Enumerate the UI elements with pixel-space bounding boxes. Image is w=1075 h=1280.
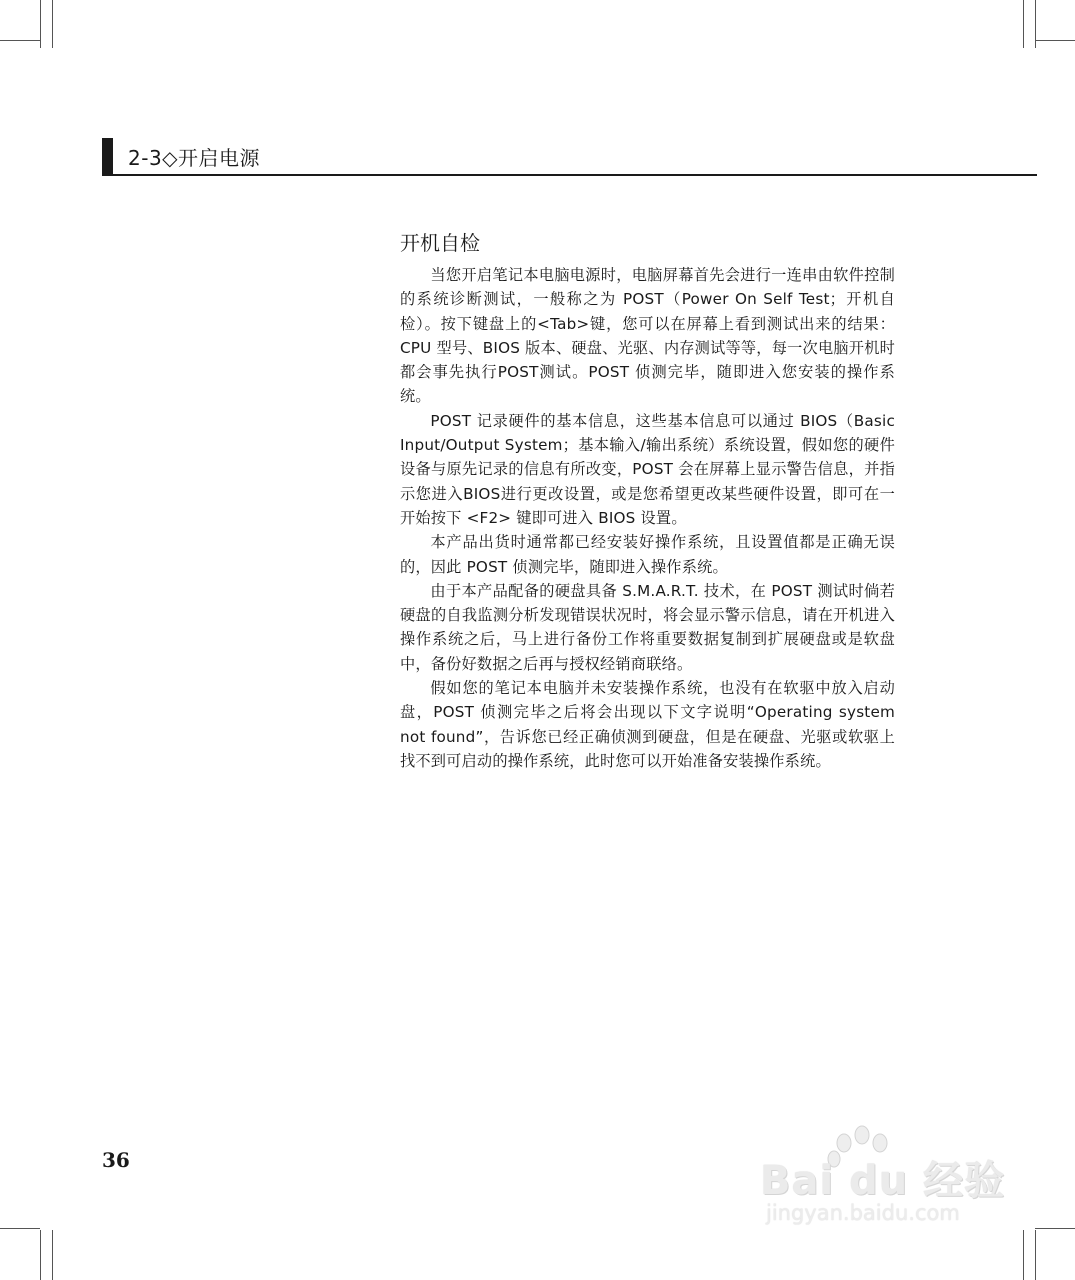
paragraph: 假如您的笔记本电脑并未安装操作系统，也没有在软驱中放入启动盘，POST 侦测完毕之后将会出现以下文字说明“Operating system not found”，告诉您已经正确侦测到硬盘，但是在硬盘、光驱或软驱上找不到可启动的操作系统，此时您可以开始准备安装操作系统。	[400, 679, 895, 770]
section-title: 开机自检	[400, 231, 480, 255]
crop-mark	[0, 1228, 40, 1229]
crop-mark	[40, 0, 41, 48]
header-rule	[102, 174, 1037, 176]
crop-mark	[40, 1230, 41, 1280]
crop-mark	[1023, 1230, 1024, 1280]
chapter-heading: 2-3◇开启电源	[128, 146, 261, 170]
crop-mark	[1035, 1230, 1036, 1280]
crop-mark	[52, 0, 53, 48]
section-body	[400, 228, 895, 773]
watermark-url: jingyan.baidu.com	[766, 1201, 960, 1225]
paragraph: 本产品出货时通常都已经安装好操作系统，且设置值都是正确无误的，因此 POST 侦测完毕，随即进入操作系统。	[400, 533, 895, 576]
header-bar	[102, 138, 113, 176]
crop-mark	[1023, 0, 1024, 48]
crop-mark	[1035, 40, 1075, 41]
baidu-jingyan-watermark	[760, 1125, 1020, 1240]
crop-mark	[52, 1230, 53, 1280]
crop-mark	[0, 40, 40, 41]
watermark-logo: Bai du 经验	[760, 1158, 1006, 1204]
paragraph: 由于本产品配备的硬盘具备 S.M.A.R.T. 技术，在 POST 测试时倘若硬盘的自我监测分析发现错误状况时，将会显示警示信息，请在开机进入操作系统之后，马上进行备份工作将重要数据复制到扩展硬盘或是软盘中，备份好数据之后再与授权经销商联络。	[400, 581, 895, 673]
crop-mark	[1035, 1228, 1075, 1229]
paragraph: POST 记录硬件的基本信息，这些基本信息可以通过 BIOS（Basic Input/Output System；基本输入/输出系统）系统设置，假如您的硬件设备与原先记录的信息有所改变，POST 会在屏幕上显示警告信息，并指示您进入BIOS进行更改设置，或是您希望更改某些硬件设置，即可在一开始按下 <F2> 键即可进入 BIOS 设置。	[400, 411, 895, 527]
page-number: 36	[102, 1148, 130, 1172]
paragraph: 当您开启笔记本电脑电源时，电脑屏幕首先会进行一连串由软件控制的系统诊断测试，一般称之为 POST（Power On Self Test；开机自检）。按下键盘上的<Tab>键，您可以在屏幕上看到测试出来的结果：CPU 型号、BIOS 版本、硬盘、光驱、内存测试等等，每一次电脑开机时都会事先执行POST测试。POST 侦测完毕，随即进入您安装的操作系统。	[400, 266, 895, 406]
